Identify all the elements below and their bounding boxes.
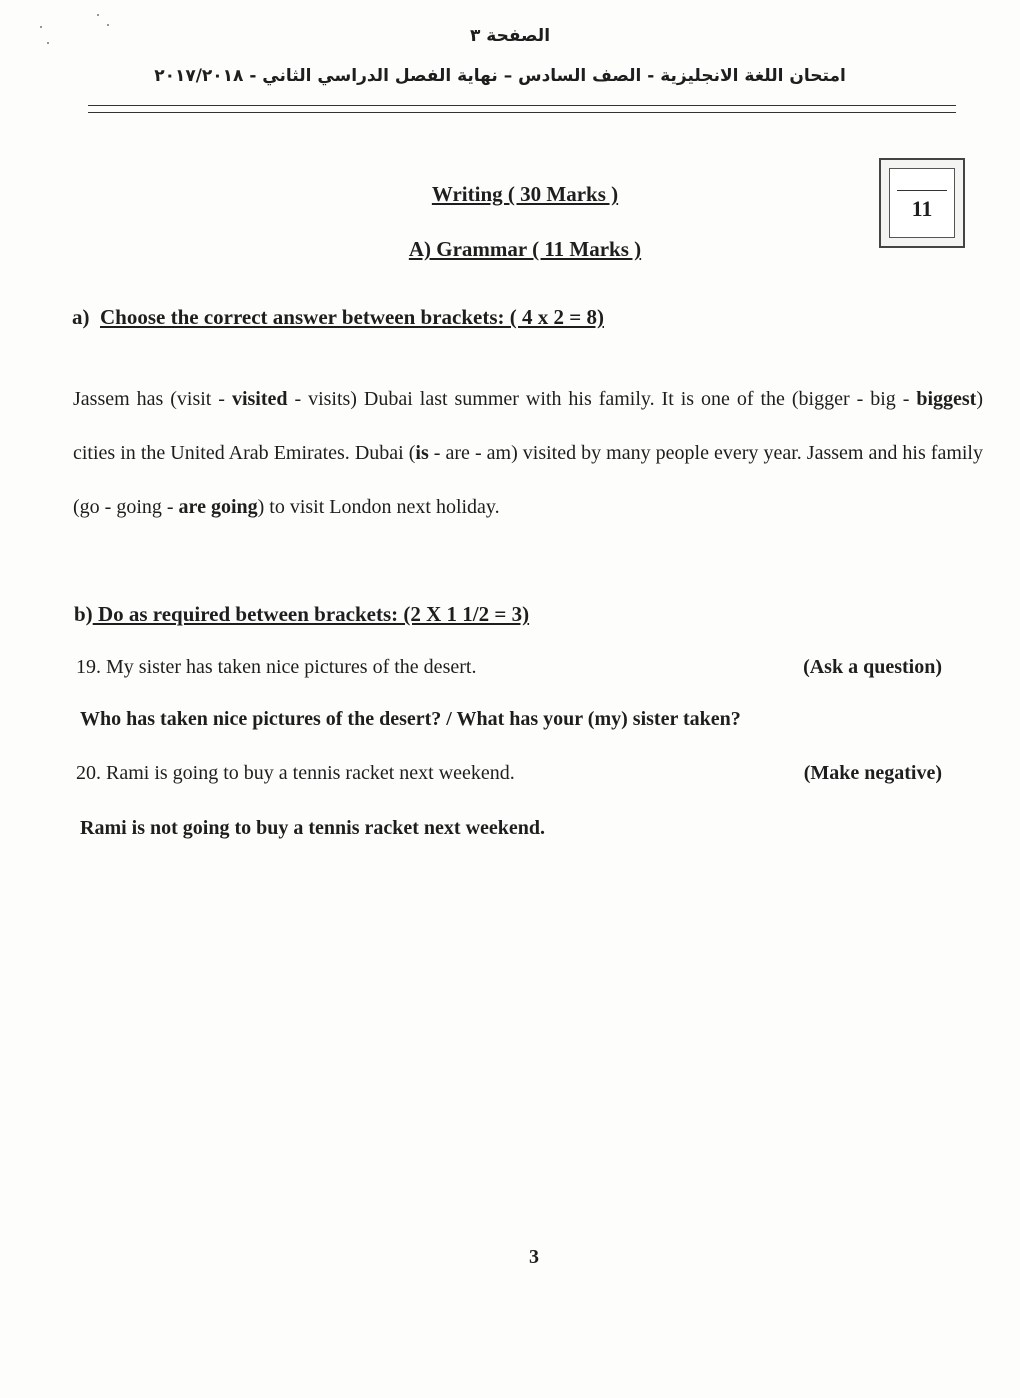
- section-b-heading: [74, 602, 529, 627]
- question-19-instruction: (Ask a question): [803, 656, 942, 678]
- exam-title-arabic: امتحان اللغة الانجليزية - الصف السادس – نهاية الفصل الدراسي الثاني - ٢٠١٧/٢٠١٨: [154, 66, 846, 86]
- header-rule: [88, 105, 956, 106]
- section-a-title: Choose the correct answer between brackets: ( 4 x 2 = 8): [100, 305, 604, 329]
- scan-speck: [97, 14, 99, 16]
- writing-title: Writing ( 30 Marks ): [431, 182, 619, 206]
- header-rule: [88, 112, 956, 113]
- question-20-answer: Rami is not going to buy a tennis racket next weekend.: [80, 817, 546, 839]
- section-a-heading: [72, 305, 604, 330]
- page-label-arabic: الصفحة ٣: [469, 26, 551, 46]
- section-b-letter: b): [74, 602, 93, 626]
- question-19-answer: Who has taken nice pictures of the desert? / What has your (my) sister taken?: [80, 708, 741, 730]
- question-20: 20. Rami is going to buy a tennis racket next weekend.: [76, 762, 515, 784]
- paragraph-text: ) to visit London next holiday.: [257, 496, 500, 518]
- answer-are-going: are going: [178, 496, 258, 518]
- grammar-paragraph: [73, 372, 983, 534]
- question-19: 19. My sister has taken nice pictures of the desert.: [76, 656, 477, 678]
- paragraph-text: - are - am) visited by many people every year. Jassem and his family (go - going -: [73, 442, 983, 518]
- page-number: 3: [529, 1246, 539, 1268]
- question-20-instruction: (Make negative): [803, 762, 942, 784]
- paragraph-text: - visits) Dubai last summer with his family. It is one of the (bigger - big -: [287, 388, 917, 410]
- answer-biggest: biggest: [916, 388, 977, 410]
- grammar-title: A) Grammar ( 11 Marks ): [408, 237, 642, 261]
- answer-visited: visited: [231, 388, 288, 410]
- paragraph-text: ) cities in the United Arab Emirates. Dubai (: [73, 388, 984, 464]
- paragraph-text: Jassem has (visit -: [73, 388, 232, 410]
- section-b-title: Do as required between brackets: (2 X 1 1/2 = 3): [92, 602, 530, 626]
- answer-is: is: [415, 442, 429, 464]
- section-a-letter: a): [72, 305, 90, 329]
- score-value: 11: [911, 196, 933, 221]
